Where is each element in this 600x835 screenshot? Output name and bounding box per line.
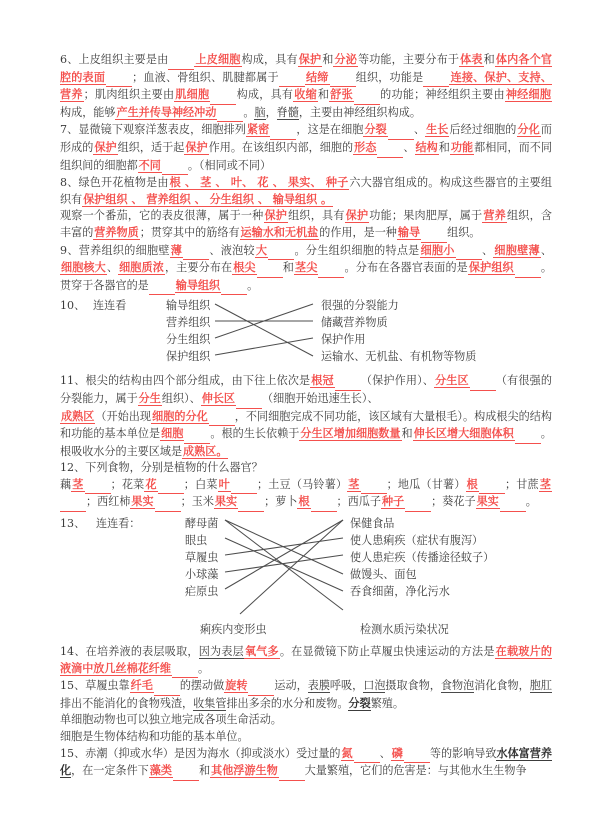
q9-seg11: 。 (247, 278, 259, 292)
q14-answer-1: 氧气多 (244, 645, 279, 659)
q11-answer-4: 伸长区 (201, 391, 235, 405)
q13-line-caption-right (225, 520, 343, 610)
q11-answer-2: 分生区 (435, 374, 469, 388)
q11-answer-5: 成熟区 (61, 409, 95, 423)
q15a-key-6: 分裂 (348, 696, 371, 710)
q10-right-item-3[interactable]: 运输水、无机盐、有机物等物质 (321, 350, 477, 364)
q15a-answer-1: 纤毛 (130, 679, 153, 693)
q10-number: 10、 (60, 299, 86, 313)
q12-separator-3: ； (386, 477, 398, 491)
question-8-part2 (60, 208, 552, 242)
q9-answer-7: 根尖 (233, 261, 256, 275)
question-12-items (60, 477, 552, 512)
q14-key-1: 因为表层 (198, 645, 244, 659)
q11-seg7: ，不同细胞完成不同功能，该区域有大量根毛）。构成根尖的结构和功能的基本单位是 (60, 409, 552, 441)
q15a-seg3: 运动， (274, 679, 308, 693)
question-8 (60, 175, 552, 208)
q13-left-item-1[interactable]: 眼虫 (185, 534, 208, 548)
q12-blank-1 (158, 477, 184, 495)
q7-seg2: ，这是在细胞 (296, 123, 364, 137)
q12-separator-8: ； (336, 495, 348, 509)
q12-food-2: 白菜 (194, 477, 218, 491)
question-12 (60, 460, 552, 477)
q12-answer-8: 根 (298, 495, 310, 509)
q7-answer-8: 结构 (415, 140, 438, 154)
q13-line-3-to-0 (225, 555, 343, 572)
q12-blank-10 (500, 494, 526, 512)
q8-p6: 的作用，是一种 (319, 225, 397, 239)
q7-seg6: 组织，适于起 (117, 140, 185, 154)
q12-blank-4 (479, 477, 505, 495)
q6-seg11: 的功能；神经组织主要由 (379, 88, 505, 102)
q14-answer-2: 在载玻片的液滴中放几丝棉花纤维 (60, 645, 552, 675)
q10-line-2-to-0 (215, 304, 313, 338)
q12-answer-2: 叶 (218, 477, 230, 491)
q13-line-1-to-4 (225, 538, 343, 591)
q6-answer-6: 结缔 (305, 70, 329, 84)
q8-answer-2: 保护组织 、 营养组织 、 分生组织 、 输导组织 。 (83, 192, 333, 206)
q6-answer-11: 神经细胞 (505, 88, 551, 102)
q6-answer-8: 肌细胞 (175, 88, 210, 102)
q6-key-1: 脑 (254, 105, 266, 119)
q8-p4: 组织，含丰富的 (60, 209, 552, 239)
question-10-matching (60, 297, 552, 373)
q13-title: 连连看： (96, 517, 141, 531)
q14-seg1: 在培养液的表层吸取， (85, 645, 199, 659)
q6-seg6: ；血液、骨组织、肌腱都属于 (132, 70, 279, 84)
q13-right-item-4[interactable]: 吞食细菌，净化污水 (350, 585, 450, 599)
q15b-seg4: ，在一定条件下 (71, 764, 149, 778)
q9-answer-1: 薄 (170, 243, 183, 257)
q7-answer-7: 形态 (354, 140, 377, 154)
question-6 (60, 52, 552, 122)
q7-seg3: 、 (413, 123, 426, 137)
q15a-seg7: 排出不能消化的食物残渣， (60, 696, 194, 710)
q12-food-10: 葵花子 (442, 495, 476, 509)
q12-food-5: 甘蔗 (516, 477, 539, 491)
q15a-seg1: 草履虫靠 (85, 679, 130, 693)
q6-seg3: 和 (322, 53, 334, 66)
q15b-answer-3: 藻类 (149, 764, 172, 778)
q6-answer-9: 收缩 (294, 88, 317, 102)
q9-answer-10: 输导组织 (175, 278, 221, 292)
q8-answer-8: 输导 (397, 225, 421, 239)
q9-seg9: 。分布在各器官表面的是 (344, 261, 468, 275)
q12-answer-6: 果实 (131, 495, 154, 509)
question-11-cont (60, 409, 552, 461)
q12-separator-0: ； (110, 477, 122, 491)
q7-answer-2: 分裂 (364, 123, 387, 137)
q12-answer-3: 茎 (348, 477, 360, 491)
question-15a (60, 678, 552, 712)
q6-answer-4: 体表 (460, 53, 483, 66)
q12-separator-4: ； (504, 477, 517, 491)
question-13-matching (60, 514, 552, 644)
q15a-key-5: 收集管 (193, 696, 227, 710)
q13-line-2-to-4b (225, 538, 343, 555)
q12-blank-7 (238, 494, 264, 512)
q9-answer-8: 茎尖 (295, 261, 318, 275)
q7-seg7: 作用。在该组织内部，细胞的 (208, 140, 354, 154)
document-body (60, 52, 552, 781)
q6-answer-1: 上皮细胞 (195, 53, 241, 66)
q13-line-4-to-2 (225, 520, 343, 589)
q7-answer-9: 功能 (450, 140, 474, 154)
q11-seg2: （保护作用）、 (360, 374, 435, 388)
q7-answer-1: 紧密 (246, 123, 270, 137)
q11-answer-9: 伸长区增大细胞体积 (413, 427, 514, 441)
q12-separator-10: 。 (525, 495, 537, 509)
q15a-seg4: 呼吸， (329, 679, 364, 693)
q14-seg2: 。在显微镜下防止草履虫快速运动的方法是 (279, 645, 495, 659)
q9-seg2: 、液泡较 (209, 243, 255, 257)
q10-connection-lines (60, 297, 552, 373)
q11-seg3: （有很强的分裂能力，属于 (60, 374, 552, 405)
q12-blank-3 (361, 477, 387, 495)
q10-right-item-2[interactable]: 保护作用 (321, 333, 366, 347)
q7-answer-3: 生长 (426, 123, 449, 137)
q6-key-2: 脊髓 (276, 105, 299, 119)
q7-seg5: 而形成的 (60, 123, 552, 154)
q12-separator-6: ； (180, 495, 192, 509)
q13-right-item-3[interactable]: 做馒头、面包 (350, 568, 417, 582)
q12-food-0: 藕 (60, 477, 72, 491)
q12-separator-1: ； (183, 477, 195, 491)
q11-answer-3: 分生 (138, 391, 161, 405)
q6-seg9: 构成，具有 (236, 88, 294, 102)
q11-seg4: 组织）、 (161, 391, 201, 405)
q9-number: 9、 (60, 243, 79, 257)
q9-answer-2: 大 (255, 243, 268, 257)
q7-seg11: 。（相同或不同） (187, 158, 272, 172)
q13-caption-right: 检测水质污染状况 (360, 623, 449, 637)
q15a-seg6: 消化食物， (474, 679, 530, 693)
q11-seg10: 。根吸收水分的主要区域是 (60, 427, 552, 458)
q12-food-8: 萝卜 (275, 495, 298, 509)
q11-answer-6: 细胞的分化 (152, 409, 208, 423)
q8-p5: ；贯穿其中的筋络有 (139, 225, 240, 239)
q13-left-item-3[interactable]: 小球藻 (185, 568, 219, 582)
q10-left-item-3[interactable]: 保护组织 (166, 350, 211, 364)
q6-seg14: ， (265, 105, 277, 119)
q15b-answer-4: 其他浮游生物 (211, 764, 278, 778)
q12-answer-10: 果实 (476, 495, 499, 509)
q11-seg6: （开始出现 (95, 409, 152, 423)
q7-answer-10: 不同 (138, 158, 161, 172)
q12-separator-2: ； (256, 477, 269, 491)
q7-number: 7、 (60, 123, 79, 137)
q12-blank-0 (85, 477, 111, 495)
q8-p7: 组织。 (447, 225, 481, 239)
q10-right-item-0[interactable]: 很强的分裂能力 (321, 299, 399, 313)
q13-right-item-2[interactable]: 使人患疟疾（传播途径蚊子） (350, 551, 495, 565)
q9-answer-9: 保护组织 (468, 261, 514, 275)
q12-answer-4: 根 (466, 477, 478, 491)
q14-number: 14、 (60, 645, 86, 659)
q15b-answer-1: 氮 (341, 746, 353, 760)
q12-food-7: 玉米 (191, 495, 214, 509)
q6-seg2: 构成，具有 (241, 53, 298, 66)
q13-left-item-0[interactable]: 酵母菌 (185, 517, 219, 531)
q9-seg4: 、 (481, 243, 494, 257)
q7-seg9: 和 (438, 140, 450, 154)
q7-seg1: 显微镜下观察洋葱表皮，细胞排列 (78, 123, 246, 137)
q11-answer-7: 细胞 (161, 427, 184, 441)
q13-number: 13、 (60, 517, 86, 531)
q6-seg12: 构成，能够 (60, 105, 116, 119)
q15a-seg2: 的摆动做 (179, 679, 225, 693)
q8-p2: 组织，具有 (288, 209, 345, 223)
q6-answer-2: 保护 (298, 53, 322, 66)
q13-caption-left: 痢疾内变形虫 (200, 623, 267, 637)
question-14 (60, 644, 552, 678)
q12-answer-1: 花 (145, 477, 157, 491)
q10-line-0-to-3 (215, 304, 313, 356)
q12-blank-8 (311, 494, 337, 512)
q9-seg8: 和 (282, 261, 294, 275)
q7-answer-5: 保护 (94, 140, 117, 154)
q9-answer-4: 细胞壁薄 (494, 243, 540, 257)
q6-number: 6、 (60, 53, 79, 66)
q10-left-item-1[interactable]: 营养组织 (166, 316, 211, 330)
q6-answer-5: 体内各个官腔的表面 (60, 53, 552, 84)
question-15b (60, 746, 552, 781)
q12-blank-9 (405, 494, 431, 512)
q9-seg10: 。贯穿于各器官的是 (60, 261, 552, 292)
q12-separator-9: ； (431, 495, 443, 509)
q15a-seg5: 摄取食物， (385, 679, 441, 693)
q9-seg7: ，主要分布在 (164, 261, 233, 275)
q15b-seg6: 大量繁殖，它们的危害是：与其他水生生物争 (304, 764, 527, 778)
q6-seg1: 上皮组织主要是由 (78, 53, 169, 66)
q12-prompt: 下列食物，分别是植物的什么器官？ (85, 461, 263, 475)
q15a-seg8: 排出多余的水分和废物。 (226, 696, 349, 710)
q15b-seg2: 、 (379, 746, 391, 760)
q6-seg7: 组织，功能是 (355, 70, 424, 84)
q12-blank-6 (155, 494, 181, 512)
q12-answer-0: 茎 (72, 477, 84, 491)
q9-seg1: 营养组织的细胞壁 (78, 243, 170, 257)
q11-answer-8: 分生区增加细胞数量 (300, 427, 401, 441)
q12-separator-7: ； (264, 495, 276, 509)
q15b-seg1: 赤潮（抑或水华）是因为海水（抑或淡水）受过量的 (85, 746, 341, 760)
q15b-seg3: 等的影响导致 (429, 746, 497, 760)
question-11 (60, 373, 552, 408)
q8-number: 8、 (60, 176, 79, 190)
q11-answer-1: 根冠 (311, 374, 334, 388)
q8-answer-7: 运输水和无机盐 (240, 225, 319, 239)
q6-answer-12: 产生并传导神经冲动 (116, 105, 217, 119)
q8-answer-4: 保护 (345, 209, 369, 223)
q6-answer-10: 舒张 (330, 88, 353, 102)
q12-answer-7: 果实 (214, 495, 238, 509)
q12-separator-5: ； (86, 495, 98, 509)
q15a-key-2: 口泡 (363, 679, 386, 693)
q10-right-item-1[interactable]: 储藏营养物质 (321, 316, 388, 330)
q13-left-item-2[interactable]: 草履虫 (185, 551, 219, 565)
q15b-seg5: 和 (198, 764, 211, 778)
q7-answer-4: 分化 (517, 123, 540, 137)
q10-line-3-to-2 (215, 338, 313, 355)
question-15a-extra-2: 细胞是生物体结构和功能的基本单位。 (60, 730, 249, 744)
q12-food-1: 花菜 (121, 477, 145, 491)
q13-left-item-4[interactable]: 疟原虫 (185, 585, 219, 599)
q15a-key-3: 食物泡 (440, 679, 475, 693)
q12-food-3: 土豆（马铃薯） (268, 477, 348, 491)
q15a-answer-2: 旋转 (225, 679, 248, 693)
q15a-seg9: 繁殖。 (370, 696, 404, 710)
q15b-answer-2: 磷 (391, 746, 403, 760)
q6-seg10: 和 (317, 88, 330, 102)
q12-food-6: 西红柿 (97, 495, 131, 509)
q8-p1: 观察一个番茄，它的表皮很薄，属于一种 (60, 209, 264, 223)
q6-seg8: ；肌肉组织主要由 (83, 88, 175, 102)
q6-answer-3: 分泌 (334, 53, 357, 66)
q10-left-item-0[interactable]: 输导组织 (166, 299, 211, 313)
q14-seg3: 。 (197, 661, 210, 675)
q10-left-item-2[interactable]: 分生组织 (166, 333, 211, 347)
q11-seg9: 和 (401, 427, 413, 441)
q15b-key-1: 水体富营养化 (60, 746, 552, 778)
q9-seg3: 。分生组织细胞的特点是 (294, 243, 420, 257)
q13-line-0-to-3 (225, 520, 343, 574)
q8-seg2: 六大器官组成的。构成这些器官的主要组织有 (60, 176, 552, 206)
q8-answer-1: 根 、 茎 、 叶、 花 、 果实、 种子 (169, 176, 349, 190)
q9-answer-5: 细胞核大 (61, 261, 106, 275)
q9-seg5: 、 (540, 243, 552, 257)
question-15a-extra-1: 单细胞动物也可以独立地完成各项生命活动。 (60, 713, 282, 727)
q15a-key-1: 表膜 (307, 679, 330, 693)
q13-line-caption-left (240, 520, 343, 614)
q6-seg5: 和 (483, 53, 495, 66)
question-7 (60, 122, 552, 175)
q8-answer-5: 营养 (483, 209, 506, 223)
q7-seg10: 都相同，而不同组织间的细胞都 (60, 140, 552, 172)
q15b-number: 15、 (60, 746, 86, 760)
q10-title: 连连看 (93, 299, 127, 313)
q9-seg6: 、 (106, 261, 119, 275)
q15a-key-4: 胞肛 (529, 679, 552, 693)
question-9 (60, 243, 552, 296)
q8-p3: 功能；果肉肥厚，属于 (369, 209, 483, 223)
q11-answer-10: 成熟区。 (183, 444, 228, 458)
q8-answer-3: 保护 (264, 209, 288, 223)
q9-answer-6: 细胞质浓 (119, 261, 164, 275)
q12-answer-9: 种子 (381, 495, 405, 509)
q7-seg4: 后经过细胞的 (449, 123, 517, 137)
q11-seg8: 。根的生长依赖于 (210, 427, 300, 441)
q13-right-item-1[interactable]: 使人患痢疾（症状有腹泻） (350, 534, 484, 548)
q12-blank-2 (231, 477, 257, 495)
q6-seg4: 等功能，主要分布于 (357, 53, 460, 66)
q11-seg5: （细胞开始迅速生长）、 (262, 391, 379, 405)
q12-food-9: 西瓜子 (347, 495, 381, 509)
q11-seg1: 根尖的结构由四个部分组成，由下往上依次是 (85, 374, 311, 388)
q12-food-4: 地瓜（甘薯） (397, 477, 466, 491)
q12-answer-5: 茎 (539, 477, 551, 491)
q6-seg13: 。 (243, 105, 255, 119)
q6-seg15: ，主要由神经组织构成。 (298, 105, 421, 119)
q13-right-item-0[interactable]: 保健食品 (350, 517, 395, 531)
q12-number: 12、 (60, 461, 86, 475)
q12-blank-5 (60, 494, 86, 512)
q6-answer-7: 连接、保护、支持、营养 (60, 70, 552, 102)
q7-answer-6: 保护 (185, 140, 208, 154)
q8-seg1: 绿色开花植物是由 (78, 176, 169, 190)
q15a-number: 15、 (60, 679, 86, 693)
q7-seg8: 、 (403, 140, 415, 154)
q9-answer-3: 细胞小 (420, 243, 455, 257)
q11-number: 11、 (60, 374, 86, 388)
q8-answer-6: 营养物质 (94, 225, 139, 239)
